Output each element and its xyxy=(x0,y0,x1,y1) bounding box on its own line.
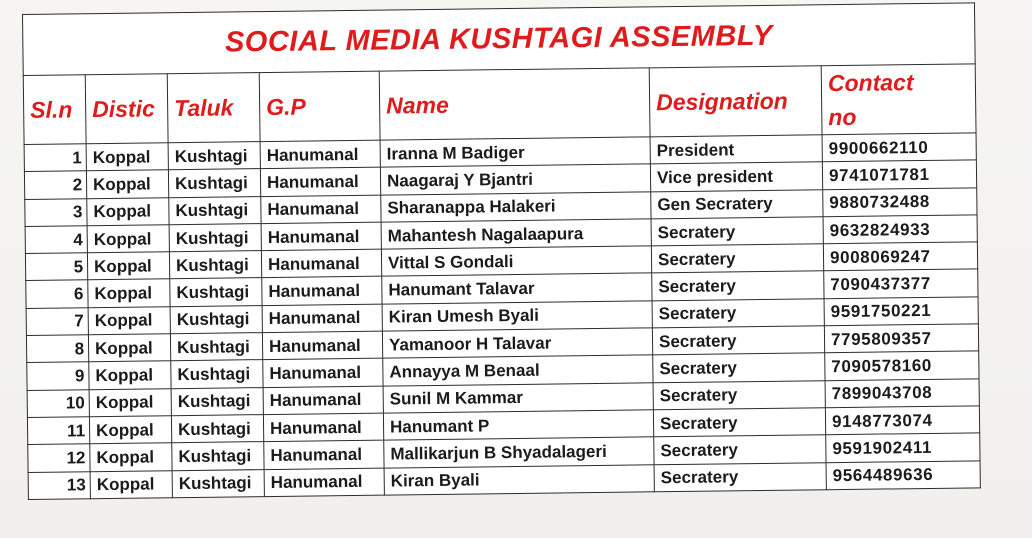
cell-designation: Secratery xyxy=(652,271,824,300)
column-header-designation: Designation xyxy=(649,66,822,137)
cell-sl: 10 xyxy=(27,389,89,417)
cell-sl: 2 xyxy=(24,171,86,199)
cell-designation: Secratery xyxy=(654,435,826,464)
cell-contact: 9741071781 xyxy=(822,160,976,189)
cell-taluk: Kushtagi xyxy=(171,387,263,415)
cell-contact: 9564489636 xyxy=(826,460,980,489)
cell-contact: 7090437377 xyxy=(824,269,978,298)
cell-name: Iranna M Badiger xyxy=(380,137,650,168)
cell-designation: Secratery xyxy=(654,462,826,491)
cell-designation: Secratery xyxy=(651,217,823,246)
cell-contact: 7795809357 xyxy=(824,324,978,353)
cell-taluk: Kushtagi xyxy=(171,415,263,443)
cell-name: Sunil M Kammar xyxy=(383,382,653,413)
cell-contact: 7090578160 xyxy=(825,351,979,380)
cell-gp: Hanumanal xyxy=(264,440,384,469)
cell-taluk: Kushtagi xyxy=(169,196,261,224)
cell-gp: Hanumanal xyxy=(262,277,382,306)
cell-gp: Hanumanal xyxy=(264,468,384,497)
cell-sl: 3 xyxy=(25,198,87,226)
cell-gp: Hanumanal xyxy=(262,331,382,360)
cell-contact: 9591750221 xyxy=(824,297,978,326)
cell-contact: 9900662110 xyxy=(822,133,976,162)
cell-sl: 7 xyxy=(26,307,88,335)
column-header-sl: Sl.n xyxy=(23,75,86,145)
cell-district: Koppal xyxy=(88,334,170,362)
cell-taluk: Kushtagi xyxy=(172,442,264,470)
cell-name: Annayya M Benaal xyxy=(383,355,653,386)
cell-name: Kiran Byali xyxy=(384,464,654,495)
cell-district: Koppal xyxy=(86,143,168,171)
cell-gp: Hanumanal xyxy=(263,386,383,415)
cell-taluk: Kushtagi xyxy=(170,333,262,361)
cell-name: Sharanappa Halakeri xyxy=(381,191,651,222)
cell-sl: 12 xyxy=(28,444,90,472)
cell-name: Yamanoor H Talavar xyxy=(382,328,652,359)
cell-sl: 5 xyxy=(25,253,87,281)
members-table xyxy=(22,2,981,499)
cell-designation: Secratery xyxy=(651,244,823,273)
header-row xyxy=(23,64,976,145)
cell-contact: 9591902411 xyxy=(826,433,980,462)
cell-taluk: Kushtagi xyxy=(172,469,264,497)
cell-taluk: Kushtagi xyxy=(170,278,262,306)
cell-name: Hanumant Talavar xyxy=(382,273,652,304)
cell-taluk: Kushtagi xyxy=(171,360,263,388)
cell-sl: 8 xyxy=(26,335,88,363)
cell-gp: Hanumanal xyxy=(263,413,383,442)
cell-designation: Secratery xyxy=(653,353,825,382)
cell-designation: Secratery xyxy=(652,299,824,328)
cell-sl: 13 xyxy=(28,471,90,499)
cell-district: Koppal xyxy=(86,170,168,198)
cell-contact: 9008069247 xyxy=(823,242,977,271)
cell-district: Koppal xyxy=(90,443,172,471)
cell-district: Koppal xyxy=(88,306,170,334)
cell-district: Koppal xyxy=(87,252,169,280)
cell-contact: 7899043708 xyxy=(825,379,979,408)
cell-contact: 9632824933 xyxy=(823,215,977,244)
cell-gp: Hanumanal xyxy=(263,358,383,387)
cell-designation: President xyxy=(650,135,822,164)
cell-sl: 4 xyxy=(25,226,87,254)
cell-taluk: Kushtagi xyxy=(168,142,260,170)
cell-gp: Hanumanal xyxy=(260,167,380,196)
cell-name: Vittal S Gondali xyxy=(381,246,651,277)
cell-taluk: Kushtagi xyxy=(169,223,261,251)
cell-district: Koppal xyxy=(87,225,169,253)
cell-district: Koppal xyxy=(88,279,170,307)
cell-name: Mahantesh Nagalaapura xyxy=(381,219,651,250)
cell-name: Hanumant P xyxy=(383,410,653,441)
cell-name: Mallikarjun B Shyadalageri xyxy=(384,437,654,468)
cell-gp: Hanumanal xyxy=(260,140,380,169)
cell-district: Koppal xyxy=(90,470,172,498)
cell-name: Kiran Umesh Byali xyxy=(382,301,652,332)
page-title: SOCIAL MEDIA KUSHTAGI ASSEMBLY xyxy=(23,3,976,76)
cell-designation: Vice president xyxy=(650,162,822,191)
cell-designation: Secratery xyxy=(653,408,825,437)
cell-contact: 9148773074 xyxy=(825,406,979,435)
column-header-gp: G.P xyxy=(259,71,380,141)
cell-designation: Gen Secratery xyxy=(651,189,823,218)
cell-sl: 6 xyxy=(26,280,88,308)
cell-name: Naagaraj Y Bjantri xyxy=(380,164,650,195)
document-table-wrapper xyxy=(22,2,980,499)
cell-gp: Hanumanal xyxy=(262,304,382,333)
cell-gp: Hanumanal xyxy=(261,195,381,224)
cell-taluk: Kushtagi xyxy=(168,169,260,197)
cell-designation: Secratery xyxy=(653,380,825,409)
cell-district: Koppal xyxy=(89,388,171,416)
column-header-contact-line2: no xyxy=(828,103,857,131)
cell-contact: 9880732488 xyxy=(823,187,977,216)
cell-designation: Secratery xyxy=(652,326,824,355)
table-body xyxy=(24,133,980,499)
cell-gp: Hanumanal xyxy=(261,249,381,278)
column-header-contact-line1: Contact xyxy=(827,69,914,97)
cell-district: Koppal xyxy=(89,361,171,389)
cell-gp: Hanumanal xyxy=(261,222,381,251)
column-header-contact xyxy=(821,64,976,135)
cell-sl: 9 xyxy=(27,362,89,390)
cell-district: Koppal xyxy=(89,416,171,444)
cell-sl: 1 xyxy=(24,144,86,172)
column-header-district: Distic xyxy=(85,74,168,144)
column-header-name: Name xyxy=(379,68,650,140)
cell-taluk: Kushtagi xyxy=(169,251,261,279)
cell-taluk: Kushtagi xyxy=(170,305,262,333)
cell-sl: 11 xyxy=(27,417,89,445)
column-header-taluk: Taluk xyxy=(167,73,260,143)
cell-district: Koppal xyxy=(87,197,169,225)
